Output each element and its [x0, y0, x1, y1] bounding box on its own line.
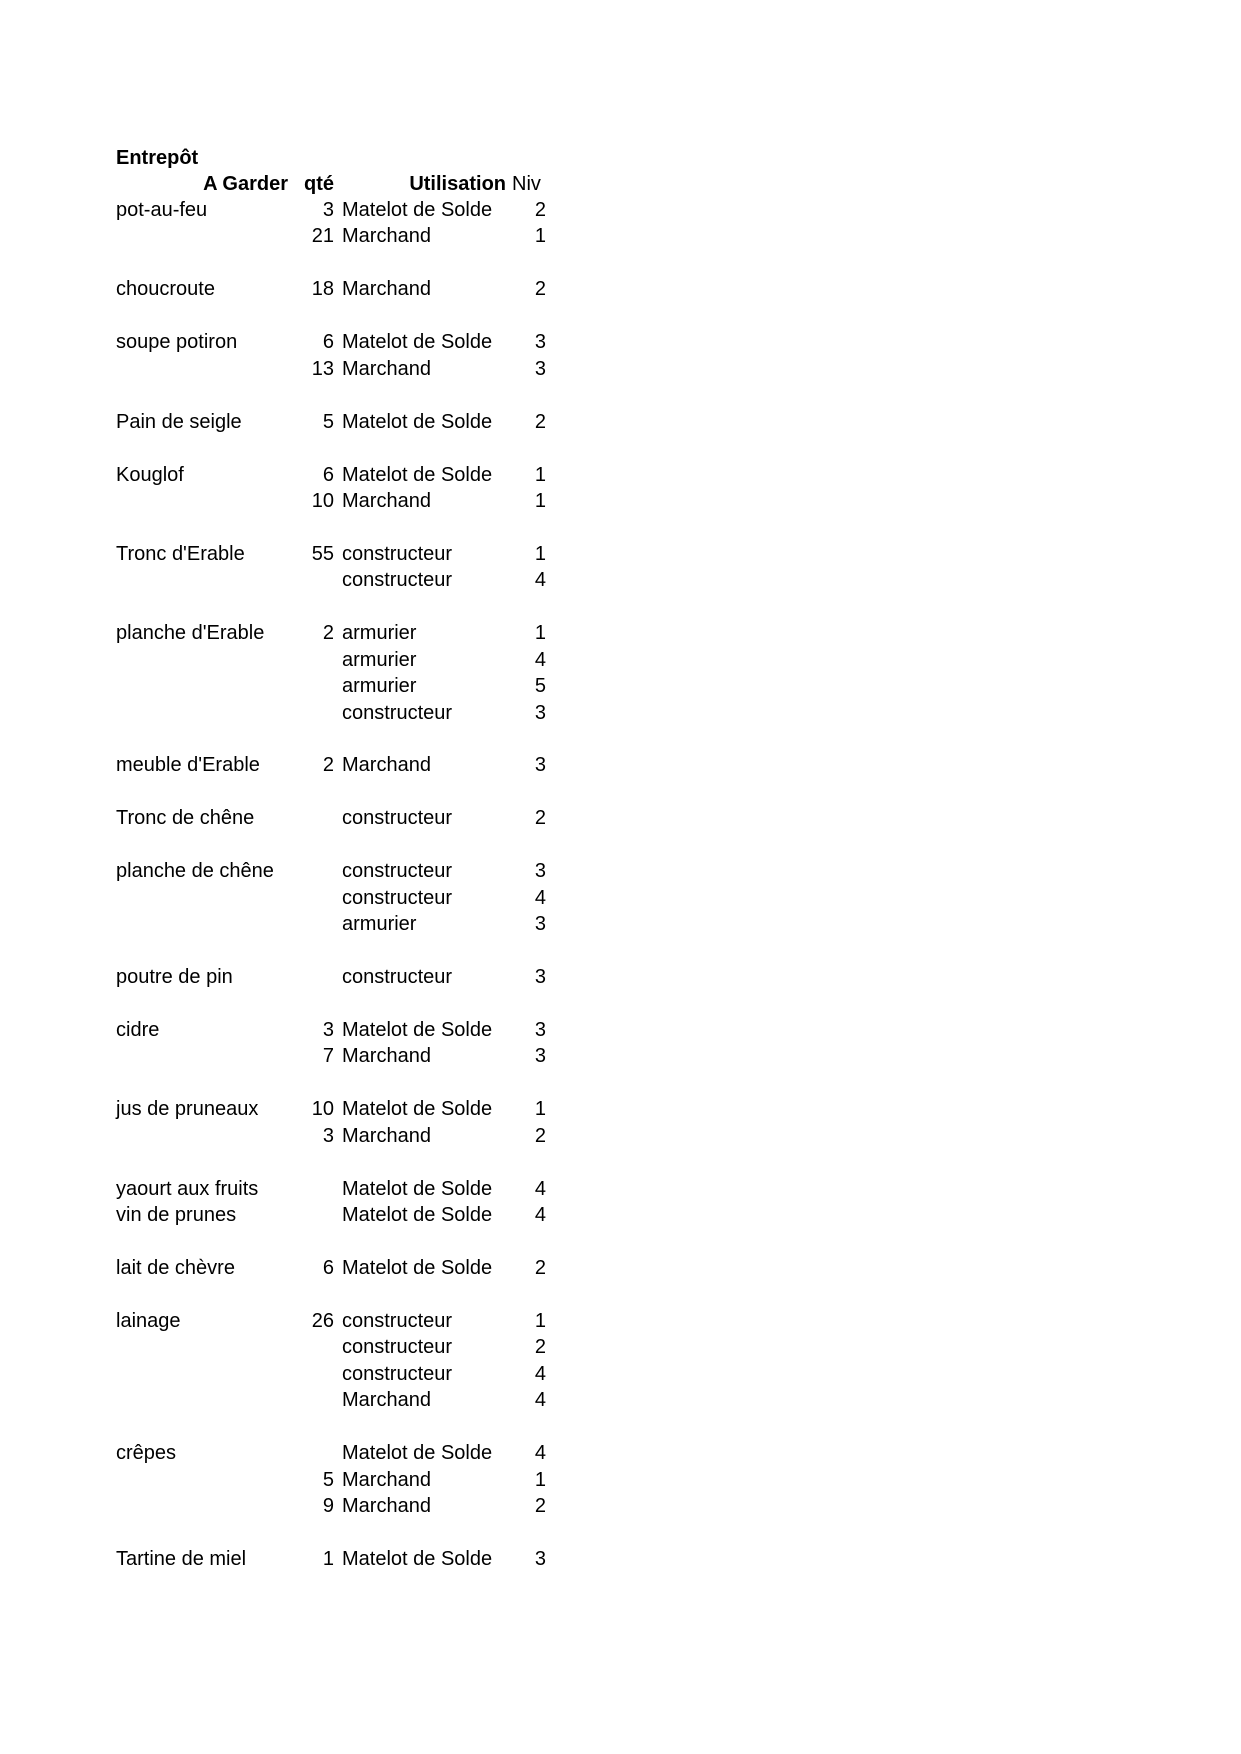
item-cell: Kouglof — [116, 464, 184, 486]
item-cell: planche d'Erable — [116, 622, 265, 644]
qte-cell: 10 — [311, 1098, 334, 1120]
qte-cell — [290, 648, 334, 672]
qte-cell: 6 — [322, 1257, 334, 1279]
utilisation-cell: constructeur — [342, 569, 453, 591]
qte-cell — [290, 806, 334, 830]
niv-cell: 4 — [534, 649, 546, 671]
utilisation-cell: Marchand — [342, 225, 431, 247]
niv-cell: 4 — [534, 887, 546, 909]
item-cell: lainage — [116, 1310, 181, 1332]
header-a-garder: A Garder — [203, 173, 288, 195]
item-cell: yaourt aux fruits — [116, 1178, 259, 1200]
item-cell: vin de prunes — [116, 1204, 237, 1226]
qte-cell — [290, 1335, 334, 1359]
item-cell: pot-au-feu — [116, 199, 208, 221]
header-niv: Niv — [512, 173, 541, 195]
utilisation-cell: constructeur — [342, 702, 453, 724]
utilisation-cell: Matelot de Solde — [342, 1442, 493, 1464]
qte-cell: 7 — [322, 1045, 334, 1067]
utilisation-cell: Marchand — [342, 1495, 431, 1517]
qte-cell — [290, 1441, 334, 1465]
item-cell: crêpes — [116, 1442, 177, 1464]
niv-cell: 3 — [534, 1019, 546, 1041]
qte-cell — [290, 912, 334, 936]
niv-cell: 2 — [534, 199, 546, 221]
qte-cell — [290, 1388, 334, 1412]
utilisation-cell: Marchand — [342, 754, 431, 776]
utilisation-cell: Marchand — [342, 278, 431, 300]
item-cell: jus de pruneaux — [116, 1098, 259, 1120]
niv-cell: 3 — [534, 358, 546, 380]
qte-cell — [290, 568, 334, 592]
qte-cell — [290, 1203, 334, 1227]
niv-cell: 3 — [534, 860, 546, 882]
niv-cell: 2 — [534, 1336, 546, 1358]
qte-cell: 6 — [322, 464, 334, 486]
utilisation-cell: Matelot de Solde — [342, 1019, 493, 1041]
niv-cell: 1 — [534, 1098, 546, 1120]
utilisation-cell: Marchand — [342, 1389, 431, 1411]
utilisation-cell: Matelot de Solde — [342, 1257, 493, 1279]
niv-cell: 3 — [534, 702, 546, 724]
utilisation-cell: Marchand — [342, 1469, 431, 1491]
utilisation-cell: Matelot de Solde — [342, 464, 493, 486]
qte-cell: 55 — [311, 543, 334, 565]
qte-cell: 3 — [322, 1019, 334, 1041]
item-cell: Pain de seigle — [116, 411, 242, 433]
niv-cell: 1 — [534, 225, 546, 247]
niv-cell: 5 — [534, 675, 546, 697]
niv-cell: 1 — [534, 543, 546, 565]
item-cell: planche de chêne — [116, 860, 274, 882]
niv-cell: 4 — [534, 1363, 546, 1385]
utilisation-cell: constructeur — [342, 860, 453, 882]
niv-cell: 2 — [534, 807, 546, 829]
qte-cell: 6 — [322, 331, 334, 353]
utilisation-cell: constructeur — [342, 1310, 453, 1332]
qte-cell — [290, 1177, 334, 1201]
qte-cell: 2 — [322, 754, 334, 776]
niv-cell: 1 — [534, 622, 546, 644]
utilisation-cell: Marchand — [342, 358, 431, 380]
niv-cell: 4 — [534, 569, 546, 591]
niv-cell: 1 — [534, 490, 546, 512]
item-cell: cidre — [116, 1019, 160, 1041]
qte-cell: 1 — [322, 1548, 334, 1570]
niv-cell: 4 — [534, 1389, 546, 1411]
niv-cell: 2 — [534, 278, 546, 300]
utilisation-cell: armurier — [342, 913, 417, 935]
item-cell: poutre de pin — [116, 966, 233, 988]
niv-cell: 3 — [534, 966, 546, 988]
qte-cell: 18 — [311, 278, 334, 300]
qte-cell — [290, 886, 334, 910]
qte-cell: 21 — [311, 225, 334, 247]
qte-cell: 3 — [322, 1125, 334, 1147]
utilisation-cell: Marchand — [342, 1125, 431, 1147]
header-utilisation: Utilisation — [409, 173, 506, 195]
niv-cell: 3 — [534, 754, 546, 776]
qte-cell: 2 — [322, 622, 334, 644]
utilisation-cell: Matelot de Solde — [342, 199, 493, 221]
niv-cell: 1 — [534, 1469, 546, 1491]
qte-cell — [290, 965, 334, 989]
qte-cell: 13 — [311, 358, 334, 380]
utilisation-cell: armurier — [342, 649, 417, 671]
utilisation-cell: constructeur — [342, 1363, 453, 1385]
niv-cell: 4 — [534, 1442, 546, 1464]
sheet-title: Entrepôt — [116, 147, 199, 169]
niv-cell: 3 — [534, 331, 546, 353]
qte-cell: 3 — [322, 199, 334, 221]
utilisation-cell: constructeur — [342, 966, 453, 988]
niv-cell: 3 — [534, 1045, 546, 1067]
qte-cell: 5 — [322, 1469, 334, 1491]
utilisation-cell: Matelot de Solde — [342, 411, 493, 433]
utilisation-cell: armurier — [342, 675, 417, 697]
utilisation-cell: armurier — [342, 622, 417, 644]
qte-cell — [290, 1362, 334, 1386]
niv-cell: 4 — [534, 1204, 546, 1226]
niv-cell: 1 — [534, 1310, 546, 1332]
qte-cell: 10 — [311, 490, 334, 512]
niv-cell: 3 — [534, 1548, 546, 1570]
utilisation-cell: constructeur — [342, 543, 453, 565]
utilisation-cell: Matelot de Solde — [342, 1098, 493, 1120]
qte-cell: 5 — [322, 411, 334, 433]
utilisation-cell: Matelot de Solde — [342, 331, 493, 353]
qte-cell: 9 — [322, 1495, 334, 1517]
item-cell: Tartine de miel — [116, 1548, 247, 1570]
utilisation-cell: constructeur — [342, 807, 453, 829]
item-cell: soupe potiron — [116, 331, 238, 353]
niv-cell: 2 — [534, 1257, 546, 1279]
utilisation-cell: constructeur — [342, 1336, 453, 1358]
qte-cell — [290, 701, 334, 725]
utilisation-cell: Marchand — [342, 490, 431, 512]
item-cell: meuble d'Erable — [116, 754, 260, 776]
header-qte: qté — [304, 173, 334, 195]
niv-cell: 3 — [534, 913, 546, 935]
niv-cell: 2 — [534, 1495, 546, 1517]
qte-cell — [290, 859, 334, 883]
niv-cell: 2 — [534, 1125, 546, 1147]
utilisation-cell: Matelot de Solde — [342, 1178, 493, 1200]
utilisation-cell: Matelot de Solde — [342, 1204, 493, 1226]
niv-cell: 1 — [534, 464, 546, 486]
niv-cell: 2 — [534, 411, 546, 433]
utilisation-cell: Marchand — [342, 1045, 431, 1067]
item-cell: Tronc d'Erable — [116, 543, 245, 565]
utilisation-cell: Matelot de Solde — [342, 1548, 493, 1570]
qte-cell: 26 — [311, 1310, 334, 1332]
item-cell: lait de chèvre — [116, 1257, 235, 1279]
niv-cell: 4 — [534, 1178, 546, 1200]
item-cell: choucroute — [116, 278, 215, 300]
qte-cell — [290, 674, 334, 698]
utilisation-cell: constructeur — [342, 887, 453, 909]
item-cell: Tronc de chêne — [116, 807, 255, 829]
